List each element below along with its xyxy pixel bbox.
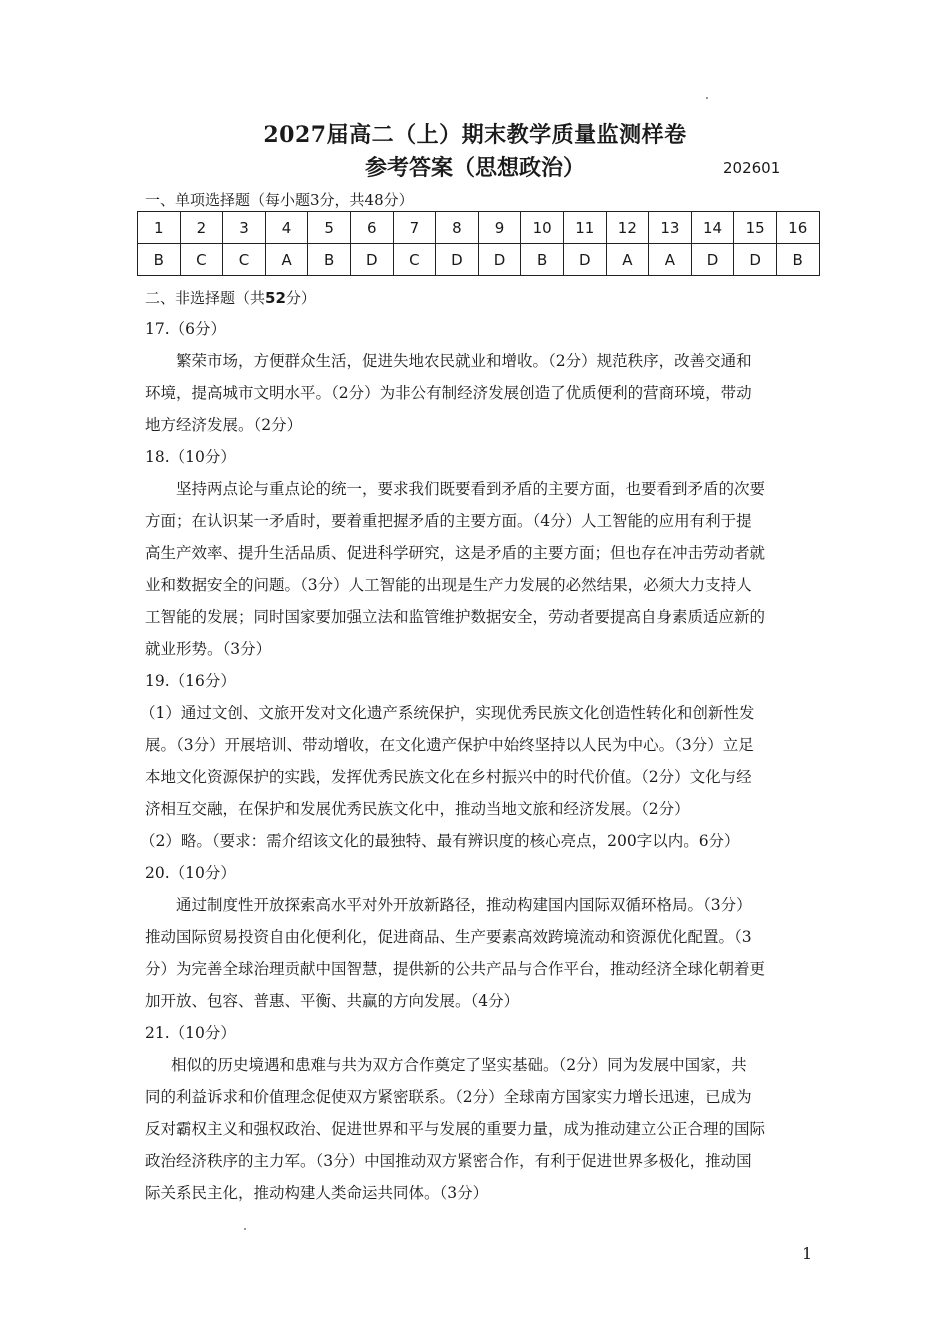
answer-line: （1）通过文创、文旅开发对文化遗产系统保护，实现优秀民族文化创造性转化和创新性发 (140, 704, 755, 722)
question-17 (145, 313, 810, 441)
answer-line: 同的利益诉求和价值理念促使双方紧密联系。（2分）全球南方国家实力增长迅速，已成为 (145, 1088, 752, 1106)
answer-cell: B (308, 244, 351, 276)
question-number-cell: 12 (606, 212, 649, 244)
question-number-cell: 9 (478, 212, 521, 244)
answer-line: 济相互交融，在保护和发展优秀民族文化中，推动当地文旅和经济发展。（2分） (145, 800, 690, 818)
answer-cell: D (478, 244, 521, 276)
question-number-cell: 3 (223, 212, 266, 244)
question-number-cell: 15 (734, 212, 777, 244)
question-number-cell: 14 (691, 212, 734, 244)
answer-line: 通过制度性开放探索高水平对外开放新路径，推动构建国内国际双循环格局。（3分） (176, 896, 752, 914)
answer-cell: A (265, 244, 308, 276)
answer-line: 繁荣市场，方便群众生活，促进失地农民就业和增收。（2分）规范秩序，改善交通和 (176, 352, 752, 370)
question-number-cell: 13 (649, 212, 692, 244)
answer-cell: C (223, 244, 266, 276)
question-label: 21.（10分） (145, 1024, 236, 1042)
question-label: 19.（16分） (145, 672, 236, 690)
answer-cell: D (734, 244, 777, 276)
answer-line: 本地文化资源保护的实践，发挥优秀民族文化在乡村振兴中的时代价值。（2分）文化与经 (145, 768, 752, 786)
answer-cell: D (350, 244, 393, 276)
answer-line: 反对霸权主义和强权政治、促进世界和平与发展的重要力量，成为推动建立公正合理的国际 (145, 1120, 766, 1138)
answer-line: 工智能的发展；同时国家要加强立法和监管维护数据安全，劳动者要提高自身素质适应新的 (145, 608, 766, 626)
answer-cell: B (776, 244, 819, 276)
answer-line: 高生产效率、提升生活品质、促进科学研究，这是矛盾的主要方面；但也存在冲击劳动者就 (145, 544, 766, 562)
answer-line: 环境，提高城市文明水平。（2分）为非公有制经济发展创造了优质便利的营商环境，带动 (145, 384, 752, 402)
scan-dot (706, 97, 708, 99)
answer-cell: C (180, 244, 223, 276)
answer-cell: D (436, 244, 479, 276)
answer-cell: A (649, 244, 692, 276)
answer-cell: C (393, 244, 436, 276)
question-number-cell: 1 (138, 212, 181, 244)
section2-heading-prefix: 二、非选择题（共 (145, 289, 266, 307)
section1-heading: 一、单项选择题（每小题3分，共48分） (145, 191, 414, 209)
document-code: 202601 (723, 159, 781, 177)
question-number-cell: 4 (265, 212, 308, 244)
answer-line: 加开放、包容、普惠、平衡、共赢的方向发展。（4分） (145, 992, 520, 1010)
question-number-cell: 5 (308, 212, 351, 244)
answer-line: 方面；在认识某一矛盾时，要着重把握矛盾的主要方面。（4分）人工智能的应用有利于提 (145, 512, 752, 530)
question-number-cell: 2 (180, 212, 223, 244)
document-subtitle: 参考答案（思想政治） (364, 155, 585, 181)
answer-line: 展。（3分）开展培训、带动增收，在文化遗产保护中始终坚持以人民为中心。（3分）立足 (145, 736, 754, 754)
answer-line: 地方经济发展。（2分） (145, 416, 303, 434)
question-number-cell: 11 (563, 212, 606, 244)
question-number-cell: 7 (393, 212, 436, 244)
answer-cell: B (138, 244, 181, 276)
question-19 (140, 665, 810, 857)
question-number-cell: 10 (521, 212, 564, 244)
answer-line: 政治经济秩序的主力军。（3分）中国推动双方紧密合作，有利于促进世界多极化，推动国 (145, 1152, 752, 1170)
section2-heading-points: 52 (265, 289, 286, 307)
answer-line: 就业形势。（3分） (145, 640, 272, 658)
answer-line: 相似的历史境遇和患难与共为双方合作奠定了坚实基础。（2分）同为发展中国家，共 (171, 1056, 747, 1074)
question-label: 17.（6分） (145, 320, 227, 338)
section2-heading-suffix: 分） (285, 289, 316, 307)
answer-table-answer-row (138, 244, 820, 276)
scan-dot (244, 1228, 246, 1230)
question-20 (145, 857, 810, 1017)
answer-cell: D (563, 244, 606, 276)
answer-table (137, 211, 820, 276)
answer-line: 分）为完善全球治理贡献中国智慧，提供新的公共产品与合作平台，推动经济全球化朝着更 (145, 960, 766, 978)
answer-line: 际关系民主化，推动构建人类命运共同体。（3分） (145, 1184, 489, 1202)
question-label: 18.（10分） (145, 448, 236, 466)
answer-cell: D (691, 244, 734, 276)
question-number-cell: 8 (436, 212, 479, 244)
question-number-cell: 6 (350, 212, 393, 244)
answer-line: 坚持两点论与重点论的统一，要求我们既要看到矛盾的主要方面，也要看到矛盾的次要 (176, 480, 766, 498)
section2-heading (145, 287, 316, 308)
answer-line: 业和数据安全的问题。（3分）人工智能的出现是生产力发展的必然结果，必须大力支持人 (145, 576, 752, 594)
question-18 (145, 441, 810, 665)
question-label: 20.（10分） (145, 864, 236, 882)
answer-table-number-row (138, 212, 820, 244)
page-number: 1 (802, 1244, 813, 1263)
question-number-cell: 16 (776, 212, 819, 244)
answer-line: 推动国际贸易投资自由化便利化，促进商品、生产要素高效跨境流动和资源优化配置。（3 (145, 928, 752, 946)
document-title: 2027届高二（上）期末教学质量监测样卷 (263, 122, 687, 148)
question-21 (145, 1017, 810, 1209)
answer-line: （2）略。（要求：需介绍该文化的最独特、最有辨识度的核心亮点，200字以内。6分） (140, 832, 740, 850)
answer-cell: B (521, 244, 564, 276)
answer-cell: A (606, 244, 649, 276)
